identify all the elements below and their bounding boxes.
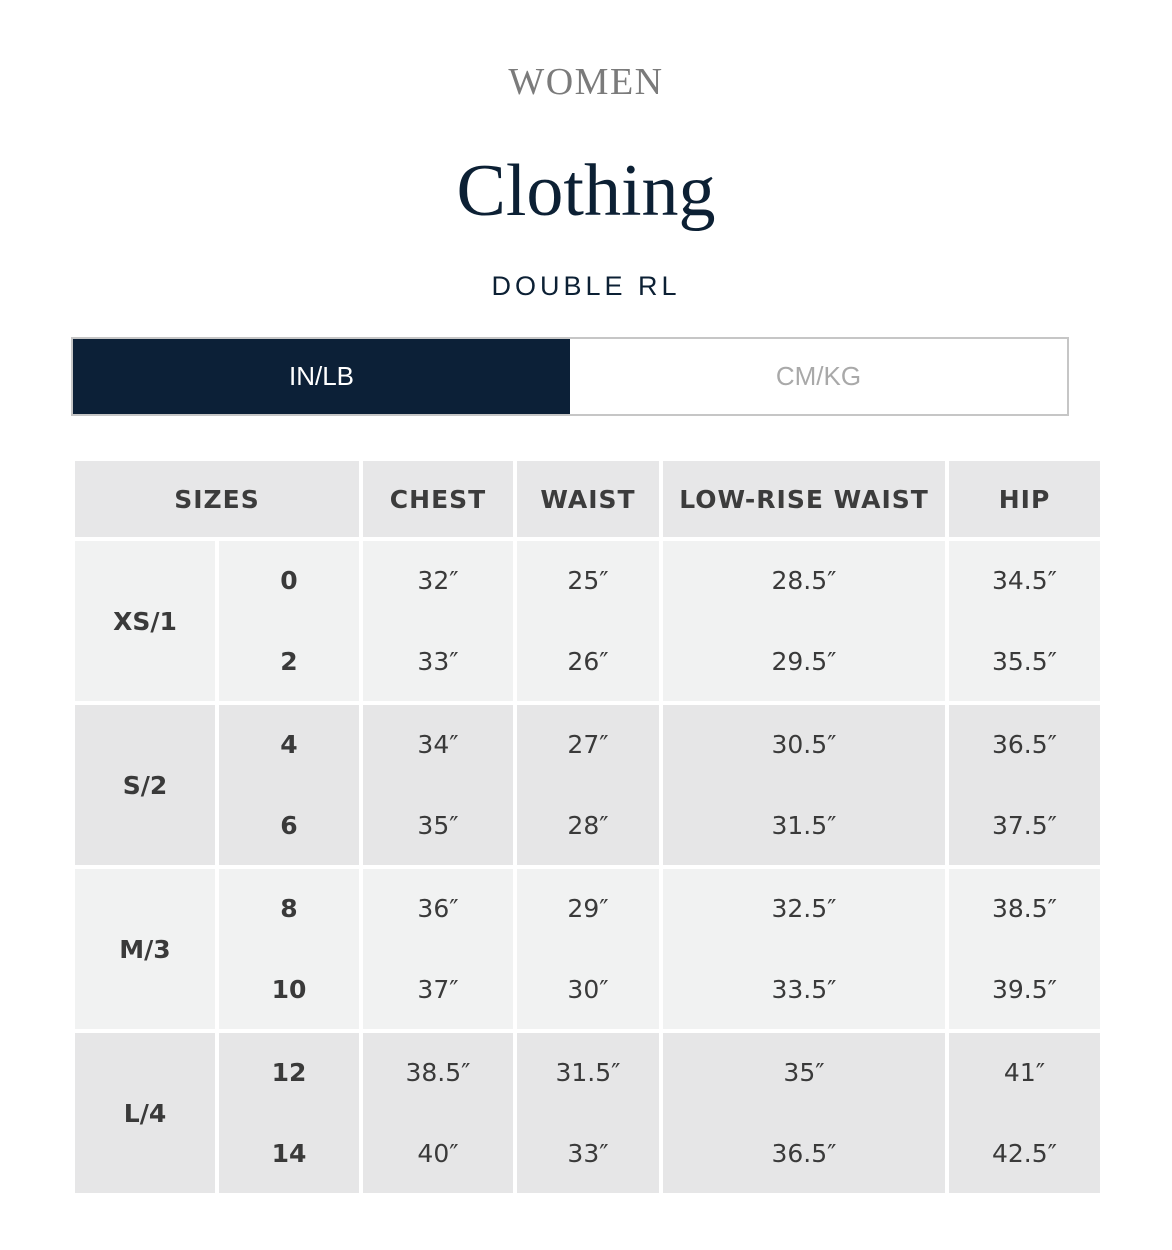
chest-value: 35″ [417,811,459,840]
section-overline: WOMEN [508,61,664,103]
chest-value: 38.5″ [405,1058,471,1087]
group-column-cell [219,541,359,701]
hip-value: 38.5″ [991,894,1057,923]
group-column-cell [949,1033,1100,1193]
size-value: 0 [280,566,298,595]
brand-subtitle: DOUBLE RL [491,271,681,301]
group-column-cell [219,1033,359,1193]
size-value: 2 [280,647,298,676]
group-column-cell [517,705,659,865]
group-column-cell [363,705,513,865]
waist-value: 29″ [567,894,609,923]
group-column-cell [219,869,359,1029]
group-column-cell [219,705,359,865]
chest-value: 33″ [417,647,459,676]
low-rise-waist-value: 35″ [783,1058,825,1087]
group-column-cell [363,541,513,701]
column-header-sizes: SIZES [75,461,359,537]
size-group-label: XS/1 [75,541,215,701]
size-value: 8 [280,894,298,923]
hip-value: 37.5″ [991,811,1057,840]
group-column-cell [363,1033,513,1193]
low-rise-waist-value: 29.5″ [771,647,837,676]
hip-value: 39.5″ [991,975,1057,1004]
column-header-chest: CHEST [363,461,513,537]
chest-value: 34″ [417,730,459,759]
hip-value: 34.5″ [991,566,1057,595]
unit-toggle [71,337,1069,416]
group-column-cell [949,705,1100,865]
waist-value: 26″ [567,647,609,676]
size-value: 12 [271,1058,307,1087]
size-chart-table [75,461,1099,1183]
group-column-cell [517,1033,659,1193]
unit-option-in-lb[interactable]: IN/LB [73,339,570,414]
group-column-cell [949,541,1100,701]
waist-value: 27″ [567,730,609,759]
size-value: 10 [271,975,307,1004]
column-header-waist: WAIST [517,461,659,537]
waist-value: 31.5″ [555,1058,621,1087]
waist-value: 25″ [567,566,609,595]
column-header-hip: HIP [949,461,1100,537]
group-column-cell [663,1033,945,1193]
hip-value: 35.5″ [991,647,1057,676]
chest-value: 37″ [417,975,459,1004]
group-column-cell [663,541,945,701]
unit-option-cm-kg[interactable]: CM/KG [570,339,1067,414]
group-column-cell [517,541,659,701]
low-rise-waist-value: 31.5″ [771,811,837,840]
column-header-low-rise-waist: LOW-RISE WAIST [663,461,945,537]
waist-value: 30″ [567,975,609,1004]
group-column-cell [517,869,659,1029]
hip-value: 36.5″ [991,730,1057,759]
size-value: 14 [271,1139,307,1168]
chest-value: 40″ [417,1139,459,1168]
low-rise-waist-value: 30.5″ [771,730,837,759]
size-value: 6 [280,811,298,840]
low-rise-waist-value: 33.5″ [771,975,837,1004]
chest-value: 32″ [417,566,459,595]
group-column-cell [363,869,513,1029]
hip-value: 42.5″ [991,1139,1057,1168]
page-title: Clothing [456,150,716,232]
group-column-cell [663,705,945,865]
hip-value: 41″ [1003,1058,1046,1087]
waist-value: 33″ [567,1139,609,1168]
size-group-label: S/2 [75,705,215,865]
size-group-label: M/3 [75,869,215,1029]
low-rise-waist-value: 28.5″ [771,566,837,595]
low-rise-waist-value: 32.5″ [771,894,837,923]
group-column-cell [949,869,1100,1029]
group-column-cell [663,869,945,1029]
size-value: 4 [280,730,298,759]
low-rise-waist-value: 36.5″ [771,1139,837,1168]
waist-value: 28″ [567,811,609,840]
chest-value: 36″ [417,894,459,923]
size-group-label: L/4 [75,1033,215,1193]
